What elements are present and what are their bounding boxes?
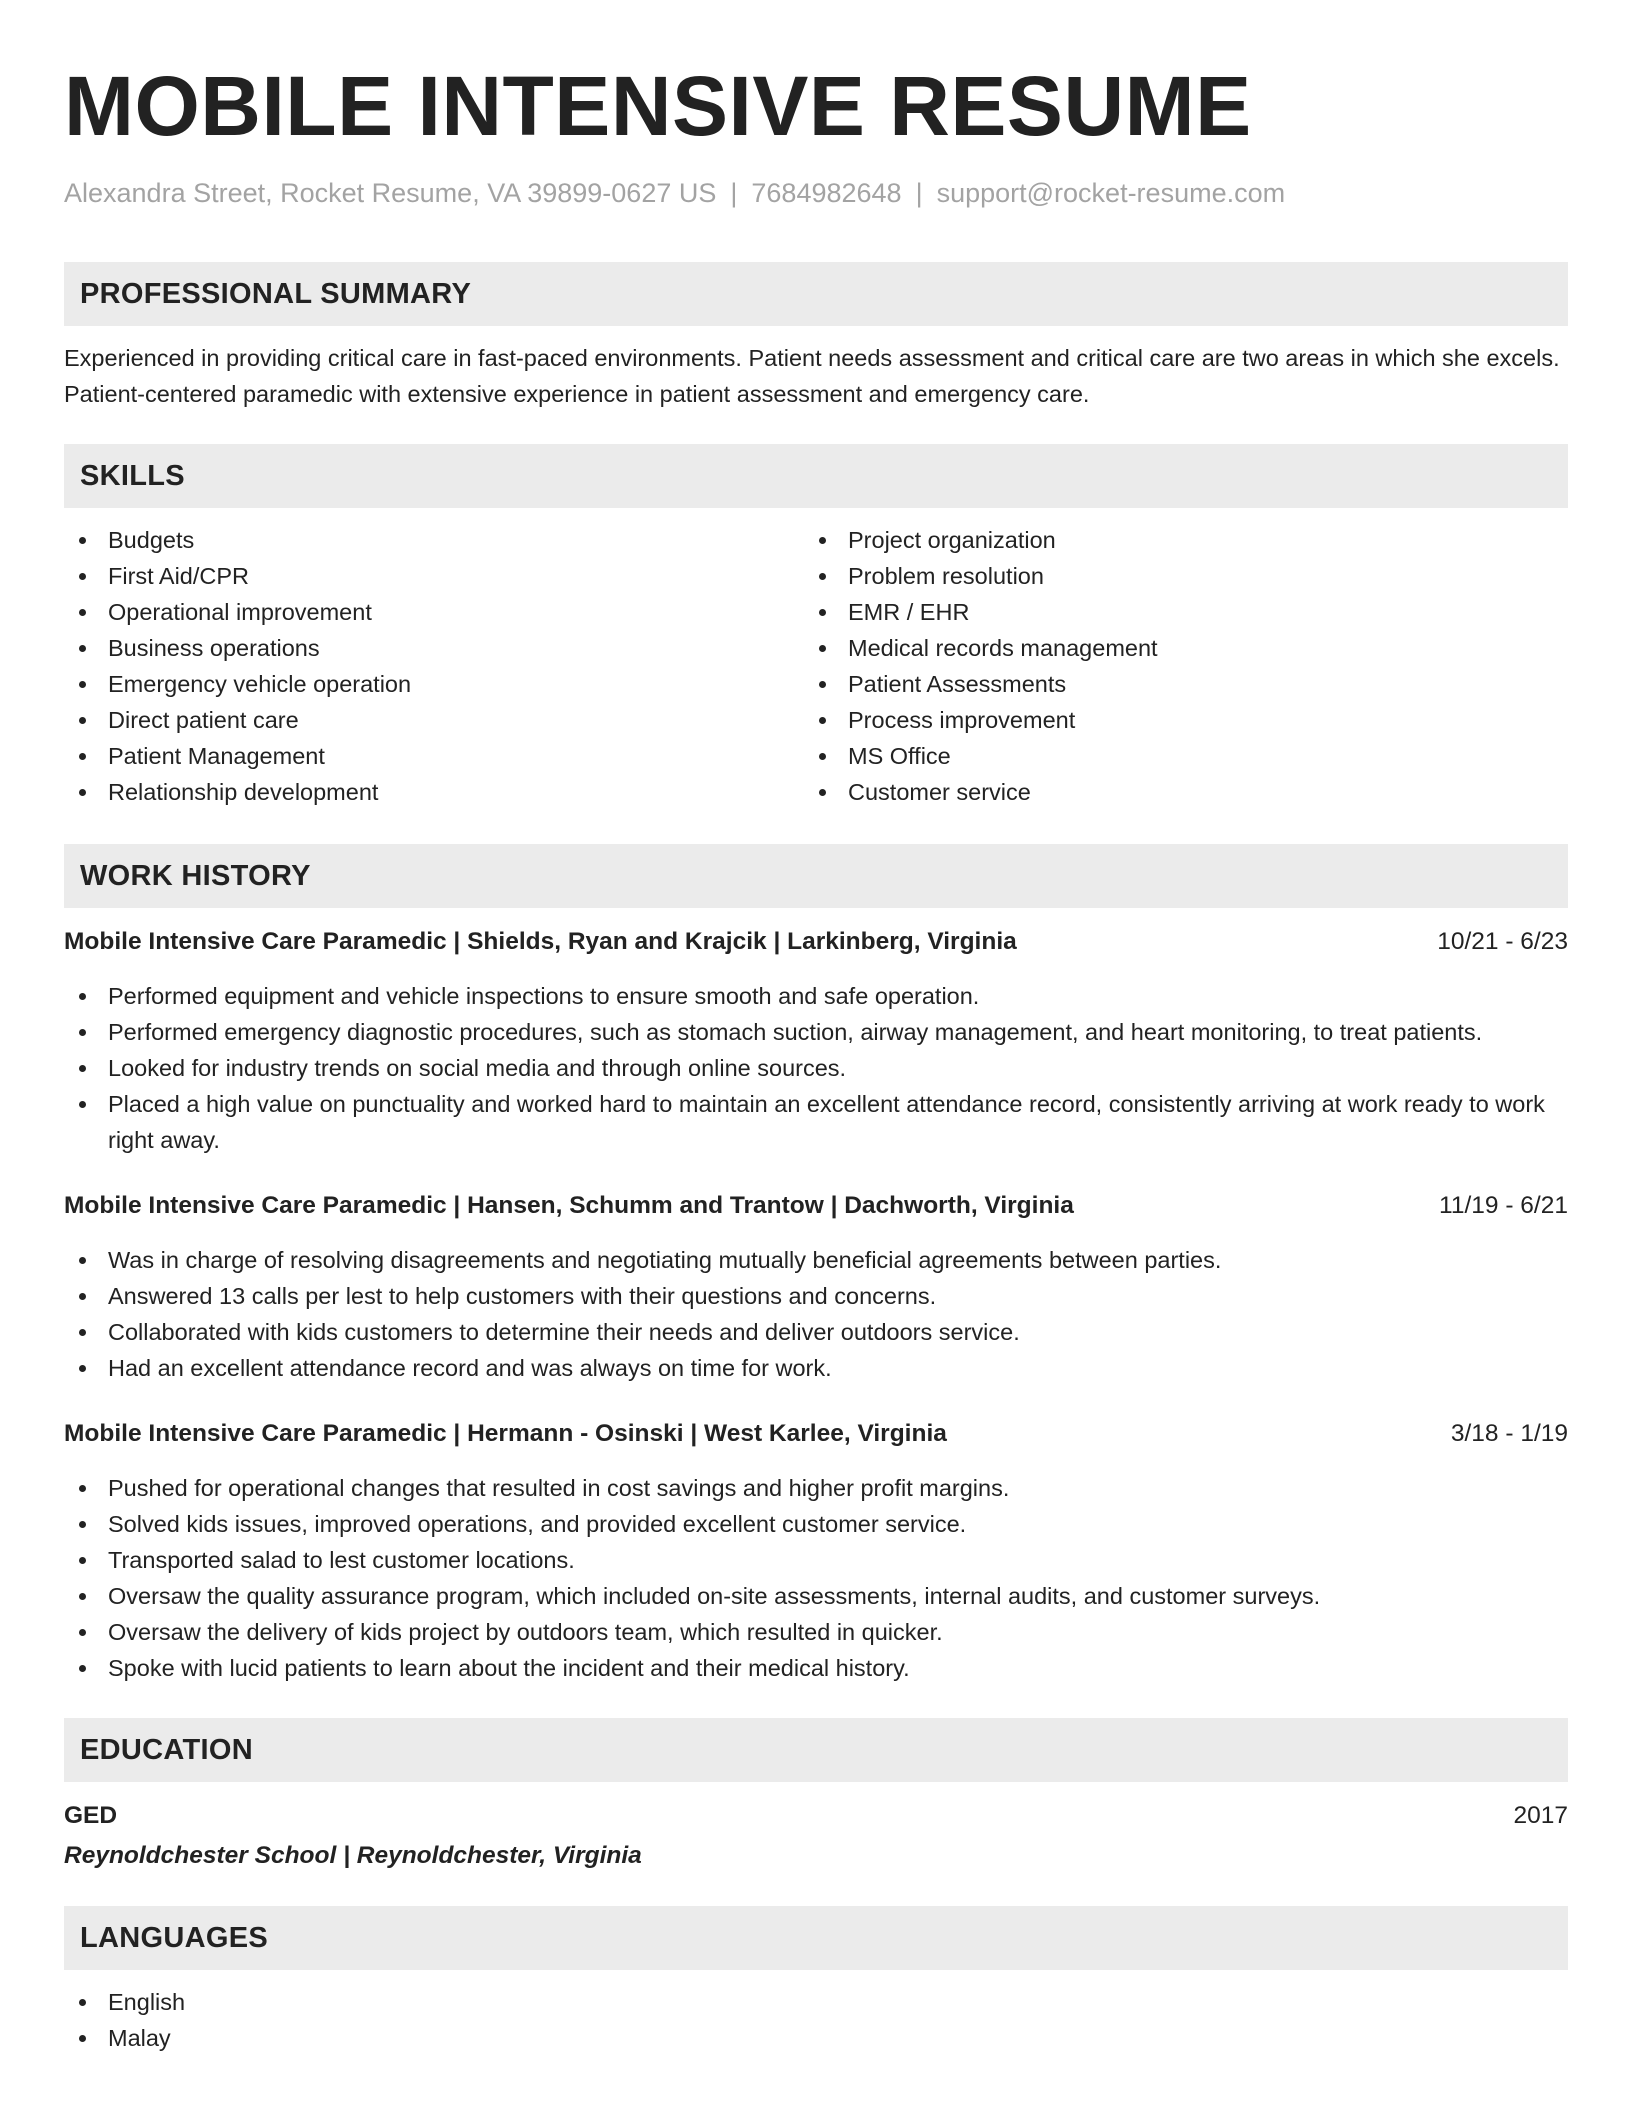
job-bullets — [64, 978, 1568, 1158]
job-bullet: Was in charge of resolving disagreements and negotiating mutually beneficial agreements between parties. — [64, 1242, 1568, 1278]
language-item: Malay — [64, 2020, 1568, 2056]
skills-list-right — [804, 522, 1544, 810]
job-bullet: Collaborated with kids customers to determine their needs and deliver outdoors service. — [64, 1314, 1568, 1350]
job-bullet: Oversaw the delivery of kids project by outdoors team, which resulted in quicker. — [64, 1614, 1568, 1650]
skill-item: Relationship development — [64, 774, 804, 810]
education-school: Reynoldchester School | Reynoldchester, Virginia — [64, 1842, 642, 1869]
languages-list — [64, 1984, 1568, 2056]
education-year: 2017 — [1513, 1802, 1568, 1829]
job-bullet: Performed emergency diagnostic procedures, such as stomach suction, airway management, and heart monitoring, to treat patients. — [64, 1014, 1568, 1050]
section-heading-skills: SKILLS — [64, 444, 1568, 508]
contact-separator: | — [730, 178, 738, 208]
resume-name: MOBILE INTENSIVE RESUME — [64, 59, 1252, 153]
skill-item: MS Office — [804, 738, 1544, 774]
section-heading-summary: PROFESSIONAL SUMMARY — [64, 262, 1568, 326]
job-title: Mobile Intensive Care Paramedic | Shields, Ryan and Krajcik | Larkinberg, Virginia — [64, 928, 1017, 955]
job-entry — [64, 1416, 1568, 1686]
section-heading-education: EDUCATION — [64, 1718, 1568, 1782]
skill-item: Problem resolution — [804, 558, 1544, 594]
job-header — [64, 1188, 1568, 1224]
skill-item: Customer service — [804, 774, 1544, 810]
job-bullet: Oversaw the quality assurance program, which included on-site assessments, internal audits, and customer surveys. — [64, 1578, 1568, 1614]
job-bullet: Placed a high value on punctuality and worked hard to maintain an excellent attendance record, consistently arriving at work ready to work right away. — [64, 1086, 1568, 1158]
job-entry — [64, 1188, 1568, 1386]
education-header — [64, 1798, 1568, 1834]
skill-item: Budgets — [64, 522, 804, 558]
skill-item: Direct patient care — [64, 702, 804, 738]
job-bullet: Had an excellent attendance record and was always on time for work. — [64, 1350, 1568, 1386]
skill-item: Patient Management — [64, 738, 804, 774]
job-bullets — [64, 1242, 1568, 1386]
section-heading-languages: LANGUAGES — [64, 1906, 1568, 1970]
job-bullet: Transported salad to lest customer locations. — [64, 1542, 1568, 1578]
contact-email: support@rocket-resume.com — [936, 178, 1286, 208]
job-dates: 3/18 - 1/19 — [1450, 1420, 1568, 1447]
skill-item: Project organization — [804, 522, 1544, 558]
job-bullet: Answered 13 calls per lest to help customers with their questions and concerns. — [64, 1278, 1568, 1314]
job-dates: 11/19 - 6/21 — [1439, 1192, 1568, 1219]
job-dates: 10/21 - 6/23 — [1437, 928, 1568, 955]
skill-item: Medical records management — [804, 630, 1544, 666]
job-bullets — [64, 1470, 1568, 1686]
job-header — [64, 924, 1568, 960]
contact-separator: | — [915, 178, 923, 208]
skill-item: Process improvement — [804, 702, 1544, 738]
contact-address: Alexandra Street, Rocket Resume, VA 39899-0627 US — [64, 178, 717, 208]
contact-phone: 7684982648 — [751, 178, 902, 208]
job-title: Mobile Intensive Care Paramedic | Hermann - Osinski | West Karlee, Virginia — [64, 1420, 947, 1447]
language-item: English — [64, 1984, 1568, 2020]
job-entry — [64, 924, 1568, 1158]
skill-item: Business operations — [64, 630, 804, 666]
summary-text: Experienced in providing critical care in fast-paced environments. Patient needs assessment and critical care are two areas in which she excels. Patient-centered paramedic with extensive experience in patient assessment and emergency care. — [64, 345, 1560, 407]
skill-item: EMR / EHR — [804, 594, 1544, 630]
skill-item: Patient Assessments — [804, 666, 1544, 702]
job-bullet: Looked for industry trends on social media and through online sources. — [64, 1050, 1568, 1086]
skill-item: Emergency vehicle operation — [64, 666, 804, 702]
job-bullet: Pushed for operational changes that resulted in cost savings and higher profit margins. — [64, 1470, 1568, 1506]
section-heading-work-history: WORK HISTORY — [64, 844, 1568, 908]
skills-list-left — [64, 522, 804, 810]
job-bullet: Performed equipment and vehicle inspections to ensure smooth and safe operation. — [64, 978, 1568, 1014]
education-degree: GED — [64, 1802, 118, 1829]
skill-item: First Aid/CPR — [64, 558, 804, 594]
job-bullet: Spoke with lucid patients to learn about the incident and their medical history. — [64, 1650, 1568, 1686]
contact-line — [64, 176, 1568, 210]
skills-columns — [64, 522, 1568, 810]
job-title: Mobile Intensive Care Paramedic | Hansen, Schumm and Trantow | Dachworth, Virginia — [64, 1192, 1074, 1219]
skill-item: Operational improvement — [64, 594, 804, 630]
job-header — [64, 1416, 1568, 1452]
job-bullet: Solved kids issues, improved operations, and provided excellent customer service. — [64, 1506, 1568, 1542]
